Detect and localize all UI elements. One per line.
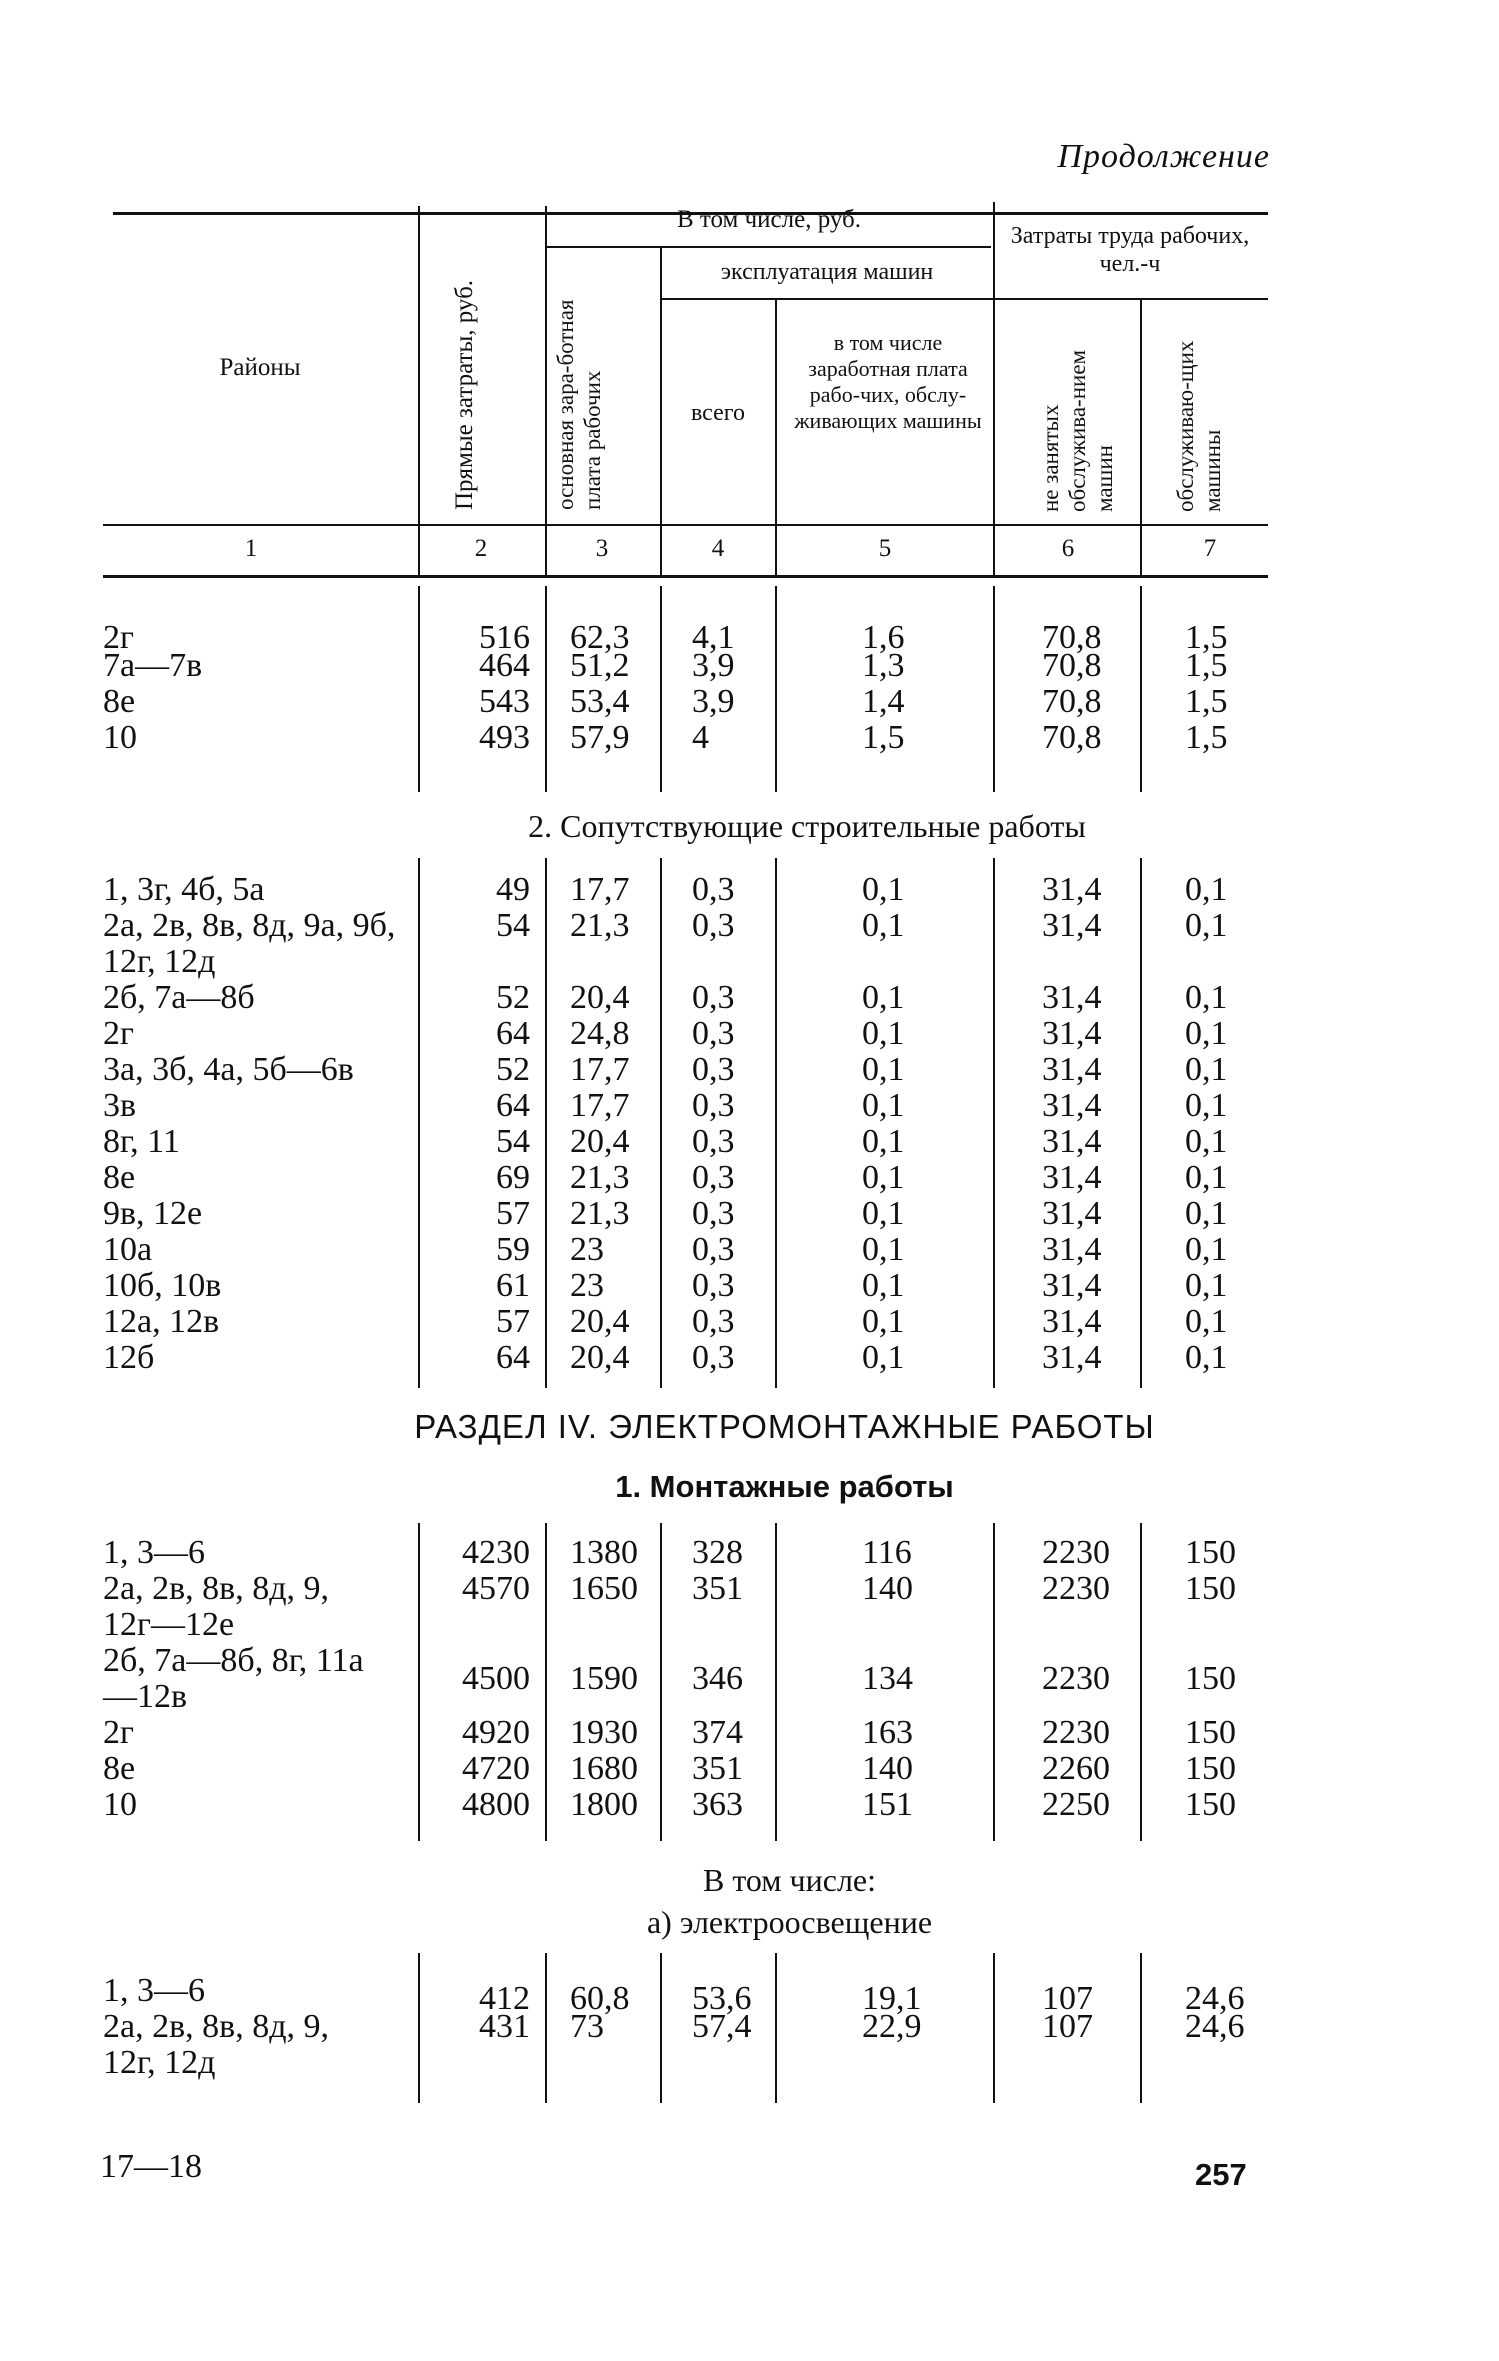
labor-serving-cell: 24,6	[1185, 2008, 1245, 2045]
labor-not-busy-cell: 70,8	[1042, 683, 1102, 720]
labor-serving-cell: 1,5	[1185, 647, 1228, 684]
region-cell: 3в	[103, 1087, 137, 1124]
labor-serving-cell: 0,1	[1185, 1051, 1228, 1088]
table-row	[0, 684, 1499, 720]
footer-signature: 17—18	[100, 2148, 202, 2185]
table-row	[0, 872, 1499, 908]
machine-total-cell: 0,3	[692, 979, 735, 1016]
direct-costs-cell: 64	[496, 1087, 530, 1124]
header-machine-operation: эксплуатация машин	[720, 259, 934, 285]
table-row	[0, 1535, 1499, 1571]
labor-serving-cell: 150	[1185, 1786, 1236, 1823]
table-group-2	[0, 872, 1499, 1376]
base-wages-cell: 1380	[570, 1534, 638, 1571]
table-row	[0, 1016, 1499, 1052]
labor-not-busy-cell: 2250	[1042, 1786, 1110, 1823]
labor-serving-cell: 0,1	[1185, 1159, 1228, 1196]
labor-not-busy-cell: 2230	[1042, 1570, 1110, 1607]
machine-wages-cell: 19,1	[862, 1980, 922, 2017]
labor-not-busy-cell: 31,4	[1042, 1159, 1102, 1196]
table-body-4	[0, 1973, 1499, 2081]
direct-costs-cell: 57	[496, 1303, 530, 1340]
machine-total-cell: 0,3	[692, 1051, 735, 1088]
base-wages-cell: 1800	[570, 1786, 638, 1823]
header-including-rub: В том числе, руб.	[676, 206, 862, 233]
table-row	[0, 1643, 1499, 1715]
labor-not-busy-cell: 2260	[1042, 1750, 1110, 1787]
table-row	[0, 1196, 1499, 1232]
col-number-3: 3	[595, 535, 609, 562]
machine-total-cell: 0,3	[692, 1267, 735, 1304]
header-base-wages: основная зара-ботная плата рабочих	[553, 299, 605, 510]
direct-costs-cell: 61	[496, 1267, 530, 1304]
labor-serving-cell: 150	[1185, 1750, 1236, 1787]
machine-wages-cell: 0,1	[862, 1087, 905, 1124]
labor-not-busy-cell: 2230	[1042, 1714, 1110, 1751]
header-direct-costs: Прямые затраты, руб.	[451, 279, 478, 510]
table-row	[0, 1088, 1499, 1124]
labor-serving-cell: 0,1	[1185, 1231, 1228, 1268]
region-cell: 9в, 12е	[103, 1195, 203, 1232]
region-cell: 2г	[103, 1714, 134, 1751]
machine-wages-cell: 116	[862, 1534, 912, 1571]
page-number: 257	[1195, 2157, 1247, 2192]
base-wages-cell: 17,7	[570, 871, 630, 908]
region-cell: 1, 3—6	[103, 1972, 205, 2009]
table-group-4	[0, 1973, 1499, 2081]
col-number-5: 5	[878, 535, 892, 562]
col-number-6: 6	[1061, 535, 1075, 562]
direct-costs-cell: 54	[496, 907, 530, 944]
group-title-concomitant-works: 2. Сопутствующие строительные работы	[528, 808, 1086, 844]
base-wages-cell: 73	[570, 2008, 604, 2045]
machine-wages-cell: 0,1	[862, 1339, 905, 1376]
machine-total-cell: 0,3	[692, 907, 735, 944]
labor-not-busy-cell: 2230	[1042, 1660, 1110, 1697]
table-row	[0, 980, 1499, 1016]
machine-wages-cell: 22,9	[862, 2008, 922, 2045]
machine-total-cell: 0,3	[692, 1159, 735, 1196]
region-cell: 10	[103, 1786, 137, 1823]
machine-total-cell: 0,3	[692, 1231, 735, 1268]
labor-serving-cell: 1,5	[1185, 619, 1228, 656]
machine-total-cell: 328	[692, 1534, 743, 1571]
region-cell: 10б, 10в	[103, 1267, 222, 1304]
region-cell: 1, 3г, 4б, 5а	[103, 871, 265, 908]
base-wages-cell: 1680	[570, 1750, 638, 1787]
direct-costs-cell: 4230	[462, 1534, 530, 1571]
machine-wages-cell: 0,1	[862, 1231, 905, 1268]
region-cell: 8е	[103, 683, 136, 720]
direct-costs-cell: 431	[479, 2008, 530, 2045]
table-row	[0, 1124, 1499, 1160]
region-cell: 7а—7в	[103, 647, 203, 684]
direct-costs-cell: 64	[496, 1015, 530, 1052]
labor-not-busy-cell: 31,4	[1042, 1267, 1102, 1304]
machine-total-cell: 351	[692, 1750, 743, 1787]
labor-serving-cell: 0,1	[1185, 1195, 1228, 1232]
base-wages-cell: 20,4	[570, 1303, 630, 1340]
labor-serving-cell: 150	[1185, 1534, 1236, 1571]
region-cell: 2б, 7а—8б, 8г, 11а—12в	[103, 1642, 364, 1715]
machine-total-cell: 0,3	[692, 1339, 735, 1376]
machine-wages-cell: 0,1	[862, 1051, 905, 1088]
labor-not-busy-cell: 31,4	[1042, 1195, 1102, 1232]
rule-operation	[660, 298, 1268, 300]
region-cell: 12а, 12в	[103, 1303, 220, 1340]
direct-costs-cell: 52	[496, 979, 530, 1016]
header-total: всего	[690, 400, 746, 426]
col-number-2: 2	[474, 535, 488, 562]
labor-not-busy-cell: 31,4	[1042, 1087, 1102, 1124]
rule-including	[547, 246, 991, 248]
table-row	[0, 1160, 1499, 1196]
direct-costs-cell: 516	[479, 619, 530, 656]
labor-not-busy-cell: 70,8	[1042, 719, 1102, 756]
col-number-4: 4	[711, 535, 725, 562]
labor-not-busy-cell: 31,4	[1042, 1051, 1102, 1088]
header-regions: Районы	[219, 354, 301, 381]
labor-serving-cell: 0,1	[1185, 907, 1228, 944]
region-cell: 10	[103, 719, 137, 756]
labor-serving-cell: 24,6	[1185, 1980, 1245, 2017]
labor-serving-cell: 0,1	[1185, 979, 1228, 1016]
machine-wages-cell: 0,1	[862, 1123, 905, 1160]
machine-wages-cell: 134	[862, 1660, 913, 1697]
group-title-mounting-works: 1. Монтажные работы	[615, 1469, 954, 1504]
machine-total-cell: 346	[692, 1660, 743, 1697]
region-cell: 2г	[103, 1015, 134, 1052]
machine-total-cell: 0,3	[692, 1303, 735, 1340]
table-row	[0, 908, 1499, 980]
group-title-lighting: а) электроосвещение	[646, 1904, 933, 1940]
table-body-3	[0, 1535, 1499, 1823]
labor-serving-cell: 1,5	[1185, 719, 1228, 756]
labor-not-busy-cell: 31,4	[1042, 1303, 1102, 1340]
machine-wages-cell: 140	[862, 1750, 913, 1787]
base-wages-cell: 21,3	[570, 907, 630, 944]
direct-costs-cell: 69	[496, 1159, 530, 1196]
base-wages-cell: 53,4	[570, 683, 630, 720]
machine-total-cell: 0,3	[692, 871, 735, 908]
table-row	[0, 1052, 1499, 1088]
direct-costs-cell: 64	[496, 1339, 530, 1376]
machine-total-cell: 53,6	[692, 1980, 752, 2017]
base-wages-cell: 60,8	[570, 1980, 630, 2017]
table-row	[0, 1715, 1499, 1751]
machine-total-cell: 0,3	[692, 1195, 735, 1232]
machine-wages-cell: 0,1	[862, 1303, 905, 1340]
machine-wages-cell: 1,3	[862, 647, 905, 684]
region-cell: 12б	[103, 1339, 155, 1376]
region-cell: 8е	[103, 1750, 136, 1787]
labor-not-busy-cell: 31,4	[1042, 1123, 1102, 1160]
region-cell: 8г, 11	[103, 1123, 180, 1160]
base-wages-cell: 23	[570, 1231, 604, 1268]
machine-wages-cell: 163	[862, 1714, 913, 1751]
base-wages-cell: 24,8	[570, 1015, 630, 1052]
labor-serving-cell: 0,1	[1185, 1303, 1228, 1340]
including-label: В том числе:	[702, 1862, 877, 1898]
machine-wages-cell: 0,1	[862, 1267, 905, 1304]
header-labor-costs: Затраты труда рабочих, чел.-ч	[1010, 223, 1250, 277]
machine-wages-cell: 0,1	[862, 1015, 905, 1052]
direct-costs-cell: 52	[496, 1051, 530, 1088]
labor-serving-cell: 1,5	[1185, 683, 1228, 720]
base-wages-cell: 20,4	[570, 1339, 630, 1376]
section-heading: РАЗДЕЛ IV. ЭЛЕКТРОМОНТАЖНЫЕ РАБОТЫ	[414, 1408, 1155, 1445]
table-body-1	[0, 612, 1499, 756]
labor-serving-cell: 0,1	[1185, 1339, 1228, 1376]
region-cell: 8е	[103, 1159, 136, 1196]
direct-costs-cell: 543	[479, 683, 530, 720]
base-wages-cell: 17,7	[570, 1087, 630, 1124]
hdr-div-3	[660, 248, 662, 576]
direct-costs-cell: 4570	[462, 1570, 530, 1607]
labor-serving-cell: 0,1	[1185, 1123, 1228, 1160]
hdr-div-1	[418, 206, 420, 576]
labor-not-busy-cell: 2230	[1042, 1534, 1110, 1571]
machine-wages-cell: 1,5	[862, 719, 905, 756]
machine-total-cell: 0,3	[692, 1087, 735, 1124]
base-wages-cell: 57,9	[570, 719, 630, 756]
direct-costs-cell: 4920	[462, 1714, 530, 1751]
base-wages-cell: 1650	[570, 1570, 638, 1607]
table-row	[0, 1304, 1499, 1340]
hdr-div-6	[1140, 300, 1142, 576]
labor-not-busy-cell: 70,8	[1042, 619, 1102, 656]
region-cell: 1, 3—6	[103, 1534, 205, 1571]
labor-not-busy-cell: 31,4	[1042, 979, 1102, 1016]
machine-wages-cell: 1,4	[862, 683, 905, 720]
labor-serving-cell: 150	[1185, 1660, 1236, 1697]
region-cell: 2г	[103, 619, 134, 656]
labor-serving-cell: 0,1	[1185, 871, 1228, 908]
machine-total-cell: 351	[692, 1570, 743, 1607]
region-cell: 2а, 2в, 8в, 8д, 9, 12г, 12д	[103, 2008, 329, 2081]
header-mid-rule	[103, 524, 1268, 526]
region-cell: 10а	[103, 1231, 153, 1268]
header-bottom-rule	[103, 575, 1268, 578]
region-cell: 3а, 3б, 4а, 5б—6в	[103, 1051, 354, 1088]
direct-costs-cell: 54	[496, 1123, 530, 1160]
table-row	[0, 648, 1499, 684]
table-row	[0, 1340, 1499, 1376]
header-incl-wages: в том числе заработная плата рабо-чих, обслу-живающих машины	[794, 330, 982, 433]
machine-wages-cell: 0,1	[862, 979, 905, 1016]
base-wages-cell: 17,7	[570, 1051, 630, 1088]
machine-total-cell: 57,4	[692, 2008, 752, 2045]
col-number-1: 1	[244, 535, 258, 562]
direct-costs-cell: 493	[479, 719, 530, 756]
machine-wages-cell: 0,1	[862, 907, 905, 944]
continuation-label: Продолжение	[1057, 138, 1270, 175]
base-wages-cell: 21,3	[570, 1195, 630, 1232]
hdr-div-4	[775, 300, 777, 576]
region-cell: 2а, 2в, 8в, 8д, 9, 12г—12е	[103, 1570, 329, 1643]
direct-costs-cell: 59	[496, 1231, 530, 1268]
machine-total-cell: 3,9	[692, 647, 735, 684]
labor-not-busy-cell: 31,4	[1042, 1339, 1102, 1376]
labor-not-busy-cell: 70,8	[1042, 647, 1102, 684]
table-row	[0, 1232, 1499, 1268]
machine-total-cell: 0,3	[692, 1015, 735, 1052]
region-cell: 2б, 7а—8б	[103, 979, 255, 1016]
base-wages-cell: 62,3	[570, 619, 630, 656]
table-row	[0, 1268, 1499, 1304]
labor-not-busy-cell: 31,4	[1042, 871, 1102, 908]
labor-serving-cell: 150	[1185, 1570, 1236, 1607]
machine-total-cell: 363	[692, 1786, 743, 1823]
base-wages-cell: 21,3	[570, 1159, 630, 1196]
direct-costs-cell: 4500	[462, 1660, 530, 1697]
hdr-div-5	[993, 202, 995, 576]
labor-serving-cell: 150	[1185, 1714, 1236, 1751]
machine-wages-cell: 0,1	[862, 1159, 905, 1196]
direct-costs-cell: 57	[496, 1195, 530, 1232]
header-serving: обслуживаю-щих машины	[1173, 340, 1225, 512]
labor-serving-cell: 0,1	[1185, 1015, 1228, 1052]
direct-costs-cell: 4800	[462, 1786, 530, 1823]
base-wages-cell: 23	[570, 1267, 604, 1304]
machine-total-cell: 374	[692, 1714, 743, 1751]
labor-serving-cell: 0,1	[1185, 1267, 1228, 1304]
table-row	[0, 1751, 1499, 1787]
table-group-3	[0, 1535, 1499, 1823]
labor-not-busy-cell: 31,4	[1042, 1231, 1102, 1268]
base-wages-cell: 51,2	[570, 647, 630, 684]
labor-not-busy-cell: 107	[1042, 1980, 1093, 2017]
table-row	[0, 720, 1499, 756]
direct-costs-cell: 49	[496, 871, 530, 908]
machine-wages-cell: 140	[862, 1570, 913, 1607]
machine-wages-cell: 0,1	[862, 1195, 905, 1232]
machine-total-cell: 4	[692, 719, 709, 756]
labor-not-busy-cell: 31,4	[1042, 907, 1102, 944]
machine-total-cell: 4,1	[692, 619, 735, 656]
header-not-busy: не занятых обслужива-нием машин	[1038, 349, 1117, 512]
base-wages-cell: 1590	[570, 1660, 638, 1697]
region-cell: 2а, 2в, 8в, 8д, 9а, 9б, 12г, 12д	[103, 907, 396, 980]
machine-total-cell: 3,9	[692, 683, 735, 720]
table-group-1	[0, 612, 1499, 756]
table-row	[0, 2009, 1499, 2081]
table-row	[0, 1787, 1499, 1823]
base-wages-cell: 20,4	[570, 1123, 630, 1160]
direct-costs-cell: 464	[479, 647, 530, 684]
table-body-2	[0, 872, 1499, 1376]
labor-not-busy-cell: 31,4	[1042, 1015, 1102, 1052]
direct-costs-cell: 412	[479, 1980, 530, 2017]
labor-not-busy-cell: 107	[1042, 2008, 1093, 2045]
direct-costs-cell: 4720	[462, 1750, 530, 1787]
machine-wages-cell: 151	[862, 1786, 913, 1823]
hdr-div-2	[545, 206, 547, 576]
table-row	[0, 1571, 1499, 1643]
table-row	[0, 1972, 1499, 2017]
labor-serving-cell: 0,1	[1185, 1087, 1228, 1124]
base-wages-cell: 1930	[570, 1714, 638, 1751]
base-wages-cell: 20,4	[570, 979, 630, 1016]
col-number-7: 7	[1203, 535, 1217, 562]
machine-wages-cell: 0,1	[862, 871, 905, 908]
machine-wages-cell: 1,6	[862, 619, 905, 656]
machine-total-cell: 0,3	[692, 1123, 735, 1160]
